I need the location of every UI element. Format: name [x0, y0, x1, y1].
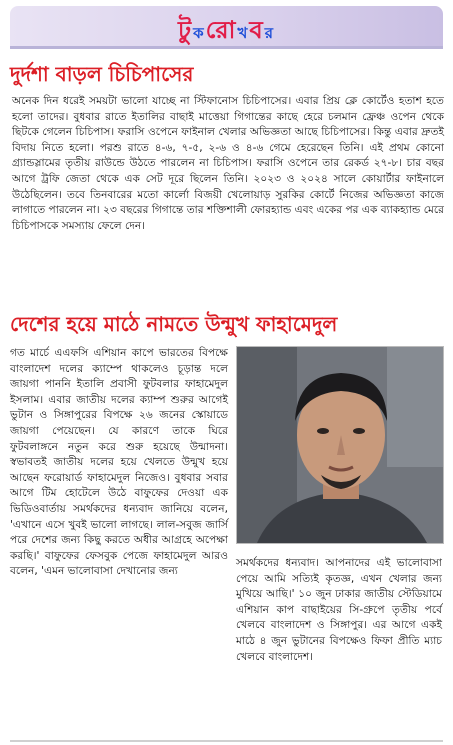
bottom-divider: [10, 740, 443, 742]
player-portrait-illustration: [237, 347, 443, 543]
article-body-column: গত মার্চে এএফসি এশিয়ান কাপে ভারতের বিপক্ষে বাংলাদেশ দলের ক্যাম্পে থাকলেও চূড়ান্ত দলে জায়গা পাননি ইতালি প্রবাসী ফুটবলার ফাহামেদুল ইসলাম। এবার জাতীয় দলের ক্যাম্প শুরুর আগেই ভুটান ও সিঙ্গাপুরের বিপক্ষে ২৬ জনের স্কোয়াডে জায়গা পেয়েছেন। যে কারণে তাকে ঘিরে ফুটবলাঙ্গনে নতুন করে শুরু হয়েছে উন্মাদনা। স্বভাবতই জাতীয় দলের হয়ে খেলতে উন্মুখ হয়ে আছেন ফরোয়ার্ড ফাহামেদুল নিজেও। বুধবার সবার আগে টিম হোটেলে উঠে বাফুফের দেওয়া এক ভিডিওবার্তায় সমর্থকদের ধন্যবাদ জানিয়ে বলেন, 'এখানে এসে খুবই ভালো লাগছে। লাল-সবুজ জার্সি পরে দেশের জন্য কিছু করতে অধীর আগ্রহে অপেক্ষা করছি।' বাফুফের ফেসবুক পেজে ফাহামেদুল আরও বলেন, 'এমন ভালোবাসা দেখানোর জন্য: [10, 347, 228, 578]
banner-part: ব: [249, 16, 265, 44]
article-headline: দুর্দশা বাড়ল চিচিপাসের: [10, 62, 194, 86]
banner-part: খ: [237, 24, 250, 42]
article-body: অনেক দিন ধরেই সময়টা ভালো যাচ্ছে না স্টিফানোস চিচিপাসের। এবার প্রিয় ক্লে কোর্টেও হতাশ হতে হলো তাদের। বুধবার রাতে ইতালির বাছাই মাত্তেয়া গিগান্তের কাছে হেরে চলমান ফ্রেঞ্চ ওপেন থেকে ছিটকে গেলেন চিচিপাস। ফরাসি ওপেনে ফাইনাল খেলার অভিজ্ঞতা আছে চিচিপাসের। কিন্তু এবার দ্রুতই বিদায় নিতে হলো। পরশু রাতে ৪-৬, ৭-৫, ২-৬ ও ৪-৬ গেমে হেরেছেন তিনি। এই প্রথম কোনো গ্র্যান্ডস্লামের তৃতীয় রাউন্ডে উঠতে পারলেন না চিচিপাস। ফরাসি ওপেনে তার রেকর্ড ২৭-৮। চার বছর আগে ট্রফি জেতা থেকে এক সেট দূরে ছিলেন তিনি। ২০২৩ ও ২০২৪ সালে কোয়ার্টার ফাইনালে উঠেছিলেন। তবে তিনবারের মতো কার্লো বিজয়ী খেলোয়াড় সুরকির কোর্টে নিজের অভিজ্ঞতা কাজে লাগাতে পারলেন না। ২৩ বছরের গিগান্তে তার শক্তিশালী ফোরহ্যান্ড এবং একের পর এক ব্যাকহ্যান্ড মেরে চিচিপাসকে সমস্যায় ফেলে দেন।: [12, 95, 444, 232]
banner-part: ক: [193, 24, 206, 42]
player-photo: [236, 346, 444, 544]
article-headline: দেশের হয়ে মাঠে নামতে উন্মুখ ফাহামেদুল: [10, 312, 338, 336]
article-body-column: সমর্থকদের ধন্যবাদ। আপনাদের এই ভালোবাসা পেয়ে আমি সত্যিই কৃতজ্ঞ, এখন খেলার জন্য মুখিয়ে আছি।' ১০ জুন ঢাকার জাতীয় স্টেডিয়ামে এশিয়ান কাপ বাছাইয়ের সি-গ্রুপে তৃতীয় পর্বে খেলবে বাংলাদেশ ও সিঙ্গাপুর। এর আগে একই মাঠে ৪ জুন ভুটানের বিপক্ষেও ফিফা প্রীতি ম্যাচ খেলবে বাংলাদেশ।: [236, 557, 442, 663]
section-title: [10, 12, 443, 52]
banner-part: র: [264, 24, 275, 42]
banner-part: রো: [205, 16, 238, 44]
banner-part: টু: [178, 16, 194, 44]
section-banner: [10, 6, 443, 49]
